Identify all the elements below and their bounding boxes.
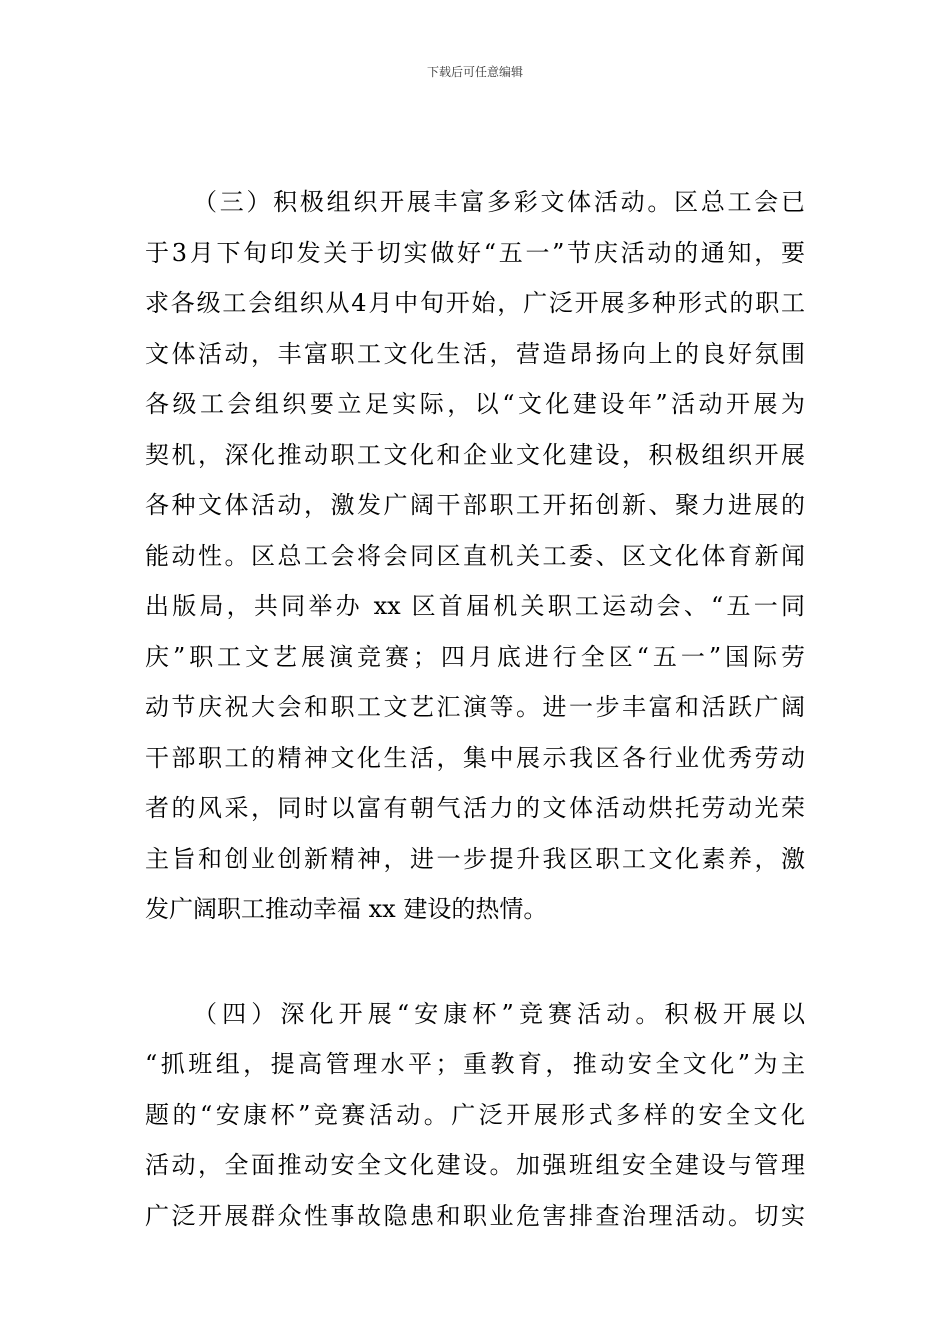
paragraph-line: 出版局，共同举办 xx 区首届机关职工运动会、“五一同 bbox=[145, 592, 805, 620]
paragraph-spacer bbox=[145, 935, 805, 989]
paragraph-line: （三）积极组织开展丰富多彩文体活动。区总工会已 bbox=[193, 188, 805, 216]
paragraph-3 bbox=[145, 177, 805, 935]
paragraph-line: 求各级工会组织从4月中旬开始，广泛开展多种形式的职工 bbox=[145, 289, 805, 317]
paragraph-line: 文体活动，丰富职工文化生活，营造昂扬向上的良好氛围 bbox=[145, 339, 805, 368]
paragraph-line: （四）深化开展“安康杯”竞赛活动。积极开展以 bbox=[193, 999, 805, 1028]
paragraph-line: 发广阔职工推动幸福 xx 建设的热情。 bbox=[145, 895, 548, 923]
paragraph-line: 各级工会组织要立足实际，以“文化建设年”活动开展为 bbox=[145, 390, 805, 418]
paragraph-line: 于3月下旬印发关于切实做好“五一”节庆活动的通知，要 bbox=[145, 238, 805, 267]
paragraph-line: 活动，全面推动安全文化建设。加强班组安全建设与管理 bbox=[145, 1151, 805, 1179]
paragraph-line: 契机，深化推动职工文化和企业文化建设，积极组织开展 bbox=[145, 440, 805, 469]
paragraph-line: 主旨和创业创新精神，进一步提升我区职工文化素养，激 bbox=[145, 844, 805, 873]
paragraph-line: 广泛开展群众性事故隐患和职业危害排查治理活动。切实 bbox=[145, 1201, 805, 1230]
paragraph-line: 各种文体活动，激发广阔干部职工开拓创新、聚力进展的 bbox=[145, 491, 805, 519]
paragraph-line: 庆”职工文艺展演竞赛；四月底进行全区“五一”国际劳 bbox=[145, 642, 805, 671]
paragraph-line: “抓班组，提高管理水平；重教育，推动安全文化”为主 bbox=[145, 1050, 805, 1078]
paragraph-line: 题的“安康杯”竞赛活动。广泛开展形式多样的安全文化 bbox=[145, 1100, 805, 1129]
document-body bbox=[145, 177, 805, 1241]
paragraph-line: 动节庆祝大会和职工文艺汇演等。进一步丰富和活跃广阔 bbox=[145, 693, 805, 721]
paragraph-line: 干部职工的精神文化生活，集中展示我区各行业优秀劳动 bbox=[145, 743, 805, 772]
paragraph-4 bbox=[145, 989, 805, 1242]
page-header: 下载后可任意编辑 bbox=[426, 65, 523, 79]
paragraph-line: 能动性。区总工会将会同区直机关工委、区文化体育新闻 bbox=[145, 541, 805, 570]
paragraph-line: 者的风采，同时以富有朝气活力的文体活动烘托劳动光荣 bbox=[145, 794, 805, 822]
